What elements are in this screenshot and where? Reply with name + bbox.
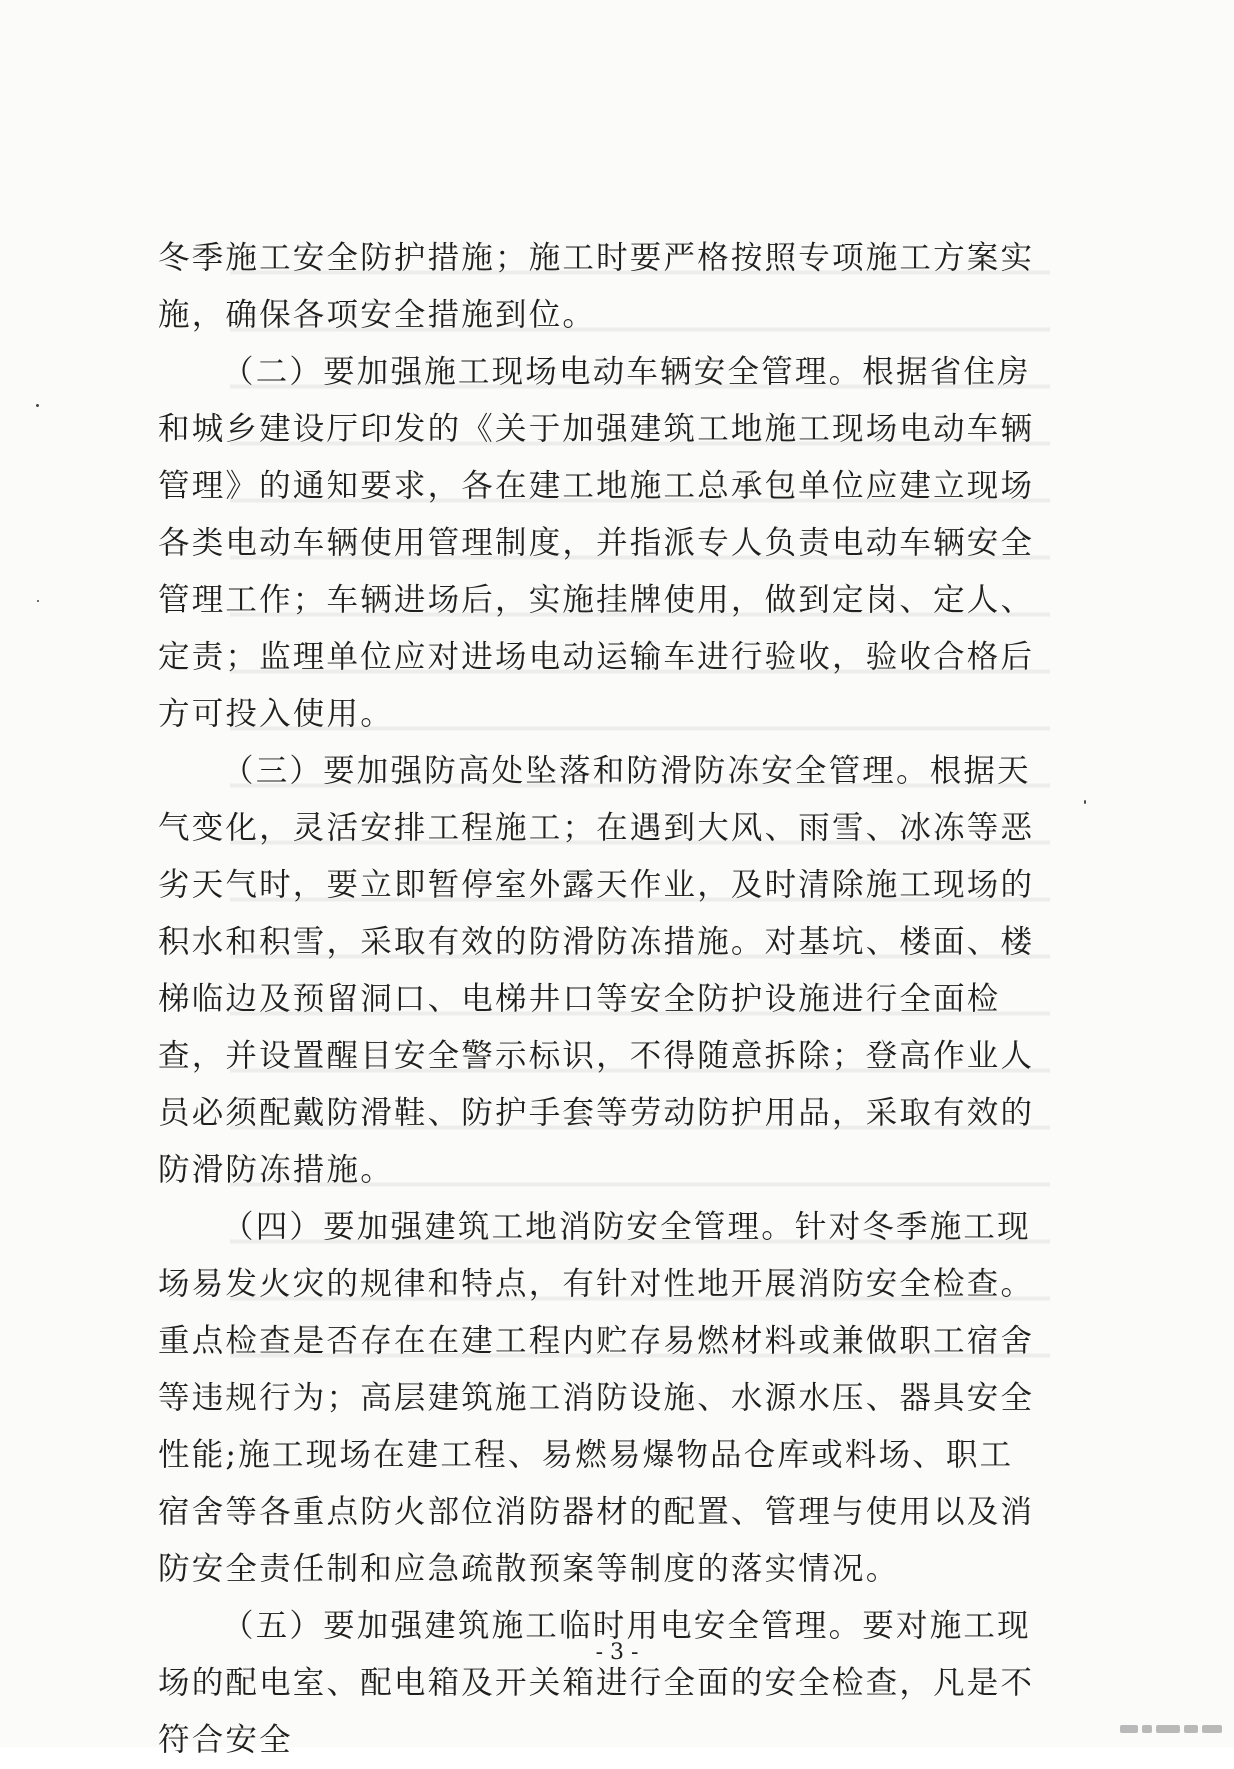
paragraph-section-3: （三）要加强防高处坠落和防滑防冻安全管理。根据天气变化，灵活安排工程施工；在遇到大风、雨雪、冰冻等恶劣天气时，要立即暂停室外露天作业，及时清除施工现场的积水和积雪，采取有效的防滑防冻措施。对基坑、楼面、楼梯临边及预留洞口、电梯井口等安全防护设施进行全面检查，并设置醒目安全警示标识，不得随意拆除；登高作业人员必须配戴防滑鞋、防护手套等劳动防护用品，采取有效的防滑防冻措施。 [158, 753, 1035, 1188]
document-body [158, 230, 1038, 1769]
paragraph-section-4: （四）要加强建筑工地消防安全管理。针对冬季施工现场易发火灾的规律和特点，有针对性地开展消防安全检查。重点检查是否存在在建工程内贮存易燃材料或兼做职工宿舍等违规行为；高层建筑施工消防设施、水源水压、器具安全性能;施工现场在建工程、易燃易爆物品仓库或料场、职工宿舍等各重点防火部位消防器材的配置、管理与使用以及消防安全责任制和应急疏散预案等制度的落实情况。 [158, 1209, 1035, 1587]
scan-speck [1084, 800, 1086, 804]
paragraph-section-5: （五）要加强建筑施工临时用电安全管理。要对施工现场的配电室、配电箱及开关箱进行全面的安全检查，凡是不符合安全 [158, 1608, 1035, 1758]
scan-watermark [1120, 1722, 1232, 1736]
paragraph-continuation: 冬季施工安全防护措施；施工时要严格按照专项施工方案实施，确保各项安全措施到位。 [158, 240, 1035, 333]
scan-speck [37, 600, 39, 602]
paragraph-section-2: （二）要加强施工现场电动车辆安全管理。根据省住房和城乡建设厅印发的《关于加强建筑工地施工现场电动车辆管理》的通知要求，各在建工地施工总承包单位应建立现场各类电动车辆使用管理制度，并指派专人负责电动车辆安全管理工作；车辆进场后，实施挂牌使用，做到定岗、定人、定责；监理单位应对进场电动运输车进行验收，验收合格后方可投入使用。 [158, 354, 1035, 732]
scan-speck [36, 404, 39, 407]
page-number: - 3 - [595, 1640, 639, 1665]
